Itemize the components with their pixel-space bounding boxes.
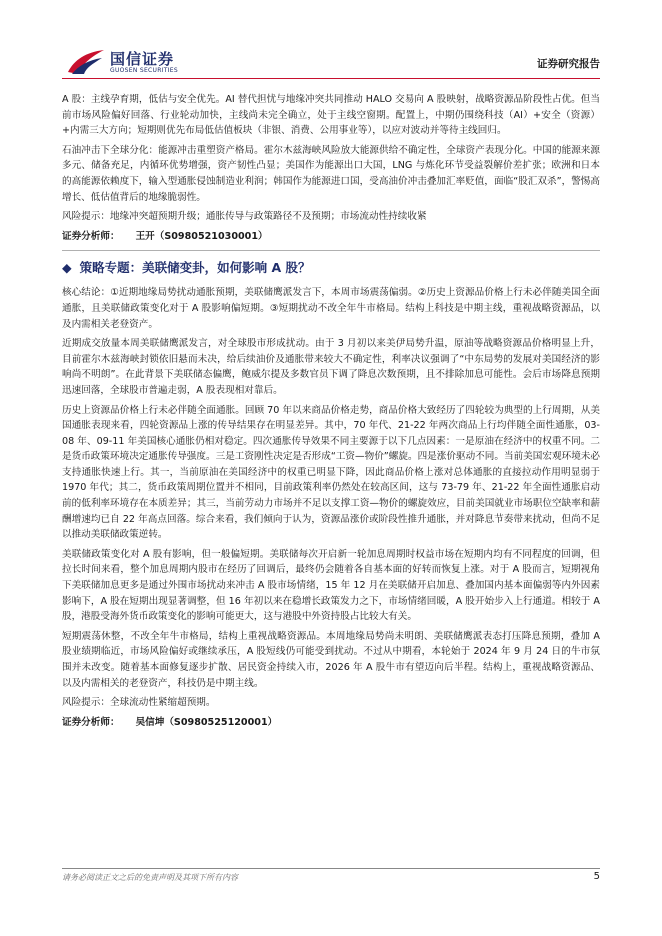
logo-chinese-name: 国信证券 bbox=[110, 50, 175, 68]
footer-divider bbox=[62, 868, 600, 869]
analyst-line bbox=[62, 229, 600, 245]
footer-disclaimer: 请务必阅读正文之后的免责声明及其项下所有内容 bbox=[62, 873, 238, 882]
paragraph-core-conclusion: 核心结论：①近期地缘局势扰动通胀预期，美联储鹰派发言下，本周市场震荡偏弱。②历史上资源品价格上行未必伴随美国全面通胀，且美联储政策变化对于 A 股影响偏短期。③短期扰动不改全年牛市格局。结构上科技是中期主线，重视战略资源品，以及内需相关老登资产。 bbox=[62, 287, 600, 330]
paragraph-fed-hawkish: 近期成交放量本周美联储鹰派发言，对全球股市形成扰动。由于 3 月初以来美伊局势升温，原油等战略资源品价格明显上升，目前霍尔木兹海峡封锁依旧悬而未决，给后续油价及通胀带来较大不确定性，利率决议强调了“中东局势的发展对美国经济的影响尚不明朗”。在此背景下美联储态偏鹰，鲍威尔提及多数官员下调了降息次数预期，且不排除加息可能性。会后市场降息预期迅速回落，全球股市普遍走弱，A 股表现相对靠后。 bbox=[62, 338, 600, 396]
analyst-name: 王开（S0980521030001） bbox=[135, 230, 268, 242]
paragraph-commodity-history: 历史上资源品价格上行未必伴随全面通胀。回顾 70 年以来商品价格走势，商品价格大致经历了四轮较为典型的上行周期，从美国通胀表现来看，四轮资源品上涨的传导结果存在明显差异。其中，70 年代、21-22 年两次商品上行均伴随全面性通胀，03-08 年、09-11 年美国核心通胀仍相对稳定。四次通胀传导效果不同主要源于以下几点因素：一是原油在经济中的权重不同。二是货币政策环境决定通胀传导强度。三是工资刚性决定是否形成“工资—物价”螺旋。四是涨价驱动不同。当前美国宏观环境未必支持通胀快速上行。其一，当前原油在美国经济中的权重已明显下降，因此商品价格上涨对总体通胀的直接拉动作用明显弱于 1970 年代；其二，货币政策周期位置并不相同，目前政策利率仍然处在较高区间，这与 73-79 年、21-22 年全面性通胀启动前的低利率环境存在本质差异；其三，当前劳动力市场并不足以支撑工资—物价的螺旋效应，目前美国就业市场职位空缺率和薪酬增速均已自 22 年高点回落。综合来看，我们倾向于认为，资源品涨价或阶段性推升通胀，并对降息节奏带来扰动，但尚不足以推动美联储政策逆转。 bbox=[62, 404, 600, 541]
page-footer bbox=[62, 868, 600, 882]
section-divider bbox=[62, 250, 600, 251]
paragraph-fed-impact: 美联储政策变化对 A 股有影响，但一般偏短期。美联储每次开启新一轮加息周期时权益市场在短期内均有不同程度的回调，但拉长时间来看，整个加息周期内股市在经历了回调后，最终仍会随着各自基本面的好转而恢复上涨。对于 A 股而言，短期视角下美联储加息更多是通过外围市场扰动来冲击 A 股市场情绪，15 年 12 月在美联储开启加息、叠加国内基本面偏弱等内外因素影响下，A 股在短期出现显著调整，但 16 年初以来在稳增长政策发力之下，市场情绪回暖，A 股开始步入上行通道。相较于 A 股，港股受海外货币政策变化的影响可能更大，这与港股中外资持股占比较大有关。 bbox=[62, 548, 600, 623]
section-title bbox=[62, 259, 600, 277]
analyst-line-2 bbox=[62, 715, 600, 731]
analyst-name-2: 吴信坤（S0980525120001） bbox=[135, 716, 278, 728]
report-type-label: 证券研究报告 bbox=[537, 58, 600, 70]
analyst-label: 证券分析师： bbox=[62, 230, 120, 242]
paragraph-a-share-mainline: A 股：主线孕育期，低估与安全优先。AI 替代担忧与地缘冲突共同推动 HALO 交易向 A 股映射，战略资源品阶段性占优。但当前市场风险偏好回落、行业轮动加快，主线尚未完全确立，处于主线空窗期。配置上，中期仍围绕科技（AI）+安全（资源）+内需三大方向；短期则优先布局低估值板块（非银、消费、公用事业等），以应对波动并等待主线回归。 bbox=[62, 94, 600, 137]
page-number: 5 bbox=[593, 871, 600, 882]
header-divider bbox=[62, 78, 600, 79]
page-header bbox=[0, 0, 662, 80]
section-title-text: 策略专题：美联储变卦，如何影响 A 股？ bbox=[79, 260, 311, 276]
paragraph-risk-warning: 风险提示：地缘冲突超预期升级；通胀传导与政策路径不及预期；市场流动性持续收紧 bbox=[62, 211, 427, 223]
analyst-label-2: 证券分析师： bbox=[62, 716, 120, 728]
report-body bbox=[62, 92, 600, 730]
paragraph-short-term-outlook: 短期震荡休整，不改全年牛市格局，结构上重视战略资源品。本周地缘局势尚未明朗、美联储鹰派表态打压降息预期，叠加 A 股业绩期临近，市场风险偏好或继续承压，A 股短线仍可能受到扰动。不过从中期看，本轮始于 2024 年 9 月 24 日的牛市氛围并未改变。随着基本面修复逐步扩散、居民资金持续入市，2026 年 A 股牛市有望迈向后半程。结构上，重视战略资源品、以及内需相关的老登资产，科技仍是中期主线。 bbox=[62, 630, 600, 689]
logo-english-name: GUOSEN SECURITIES bbox=[110, 67, 179, 74]
paragraph-risk-warning-2: 风险提示：全球流动性紧缩超预期。 bbox=[62, 697, 216, 709]
diamond-bullet-icon: ◆ bbox=[62, 260, 72, 276]
guosen-logo-icon bbox=[66, 46, 106, 76]
guosen-logo bbox=[66, 46, 184, 76]
paragraph-oil-shock: 石油冲击下全球分化：能源冲击重塑资产格局。霍尔木兹海峡风险放大能源供给不确定性，全球资产表现分化。中国的能源来源多元、储备充足，内循环优势增强，资产韧性凸显；美国作为能源出口大国，LNG 与炼化环节受益裂解价差扩张；欧洲和日本的高能源依赖度下，输入型通胀侵蚀制造业利润；韩国作为能源进口国，受高油价冲击叠加汇率贬值，面临“股汇双杀”，警惕高增长、低估值背后的地缘脆弱性。 bbox=[62, 144, 600, 203]
